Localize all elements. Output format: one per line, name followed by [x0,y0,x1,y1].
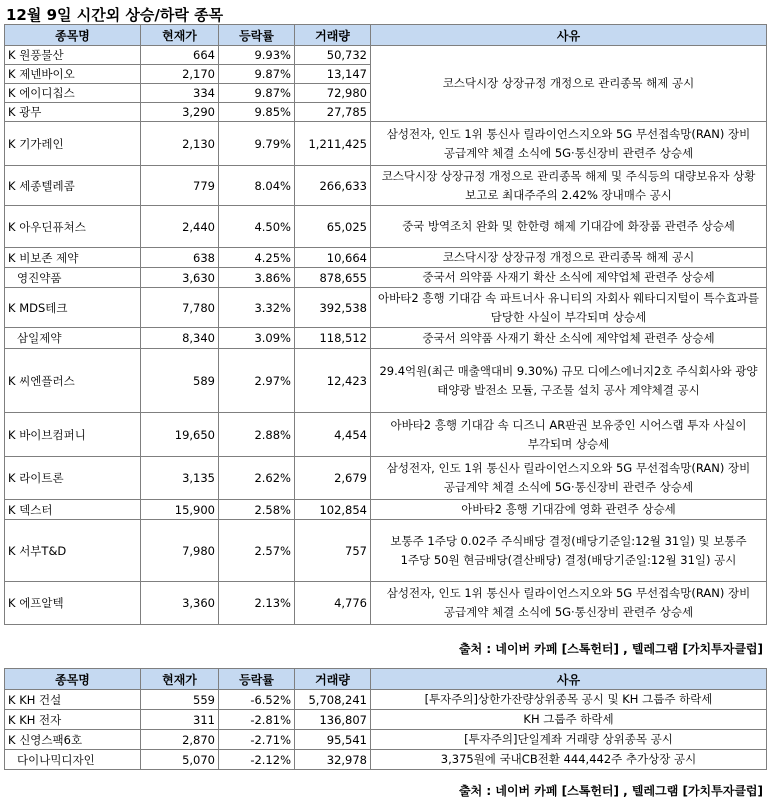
stock-volume: 4,776 [295,582,371,625]
stock-volume: 10,664 [295,248,371,268]
stock-name: K 광무 [5,103,141,122]
stock-change: 2.62% [219,457,295,500]
stock-reason: 아바타2 흥행 기대감에 영화 관련주 상승세 [371,500,767,520]
stock-change: -6.52% [219,690,295,710]
stock-reason: 아바타2 흥행 기대감 속 파트너사 유니티의 자회사 웨타디지털이 특수효과를 담당한 사실이 부각되며 상승세 [371,288,767,328]
stock-price: 8,340 [141,328,219,349]
stock-volume: 65,025 [295,206,371,248]
stock-name: K 아우딘퓨쳐스 [5,206,141,248]
page-title: 12월 9일 시간외 상승/하락 종목 [6,6,224,24]
stock-name: K 에프알텍 [5,582,141,625]
stock-reason: 코스닥시장 상장규정 개정으로 관리종목 해제 및 주식등의 대량보유자 상황 보고로 최대주주의 2.42% 장내매수 공시 [371,166,767,206]
stock-reason: KH 그룹주 하락세 [371,710,767,730]
table-row [5,46,767,65]
stock-price: 779 [141,166,219,206]
stock-name: 다이나믹디자인 [5,750,141,770]
stock-change: -2.71% [219,730,295,750]
stock-name: K 에이디칩스 [5,84,141,103]
stock-reason: [투자주의]단일계좌 거래량 상위종목 공시 [371,730,767,750]
header-price: 현재가 [141,25,219,46]
losers-table [4,668,767,770]
stock-price: 334 [141,84,219,103]
header-reason: 사유 [371,669,767,690]
stock-volume: 32,978 [295,750,371,770]
stock-price: 664 [141,46,219,65]
stock-name: K MDS테크 [5,288,141,328]
header-reason: 사유 [371,25,767,46]
stock-volume: 95,541 [295,730,371,750]
table-row [5,248,767,268]
stock-name: K 비보존 제약 [5,248,141,268]
stock-change: 9.79% [219,122,295,166]
table-row [5,413,767,457]
header-change: 등락률 [219,25,295,46]
stock-name: K 세종텔레콤 [5,166,141,206]
stock-volume: 757 [295,520,371,582]
header-volume: 거래량 [295,25,371,46]
stock-volume: 878,655 [295,268,371,288]
stock-reason: 코스닥시장 상장규정 개정으로 관리종목 해제 공시 [371,248,767,268]
stock-volume: 27,785 [295,103,371,122]
stock-volume: 72,980 [295,84,371,103]
stock-volume: 392,538 [295,288,371,328]
stock-volume: 118,512 [295,328,371,349]
stock-volume: 102,854 [295,500,371,520]
stock-reason: 중국 방역조치 완화 및 한한령 해제 기대감에 화장품 관련주 상승세 [371,206,767,248]
stock-price: 311 [141,710,219,730]
stock-volume: 13,147 [295,65,371,84]
stock-price: 2,170 [141,65,219,84]
stock-reason: 중국서 의약품 사재기 확산 소식에 제약업체 관련주 상승세 [371,268,767,288]
stock-price: 2,130 [141,122,219,166]
stock-price: 589 [141,349,219,413]
stock-price: 559 [141,690,219,710]
stock-reason: 3,375원에 국내CB전환 444,442주 추가상장 공시 [371,750,767,770]
stock-name: K 씨엔플러스 [5,349,141,413]
stock-price: 15,900 [141,500,219,520]
stock-change: 3.86% [219,268,295,288]
stock-volume: 50,732 [295,46,371,65]
stock-price: 638 [141,248,219,268]
stock-reason: 삼성전자, 인도 1위 통신사 릴라이언스지오와 5G 무선접속망(RAN) 장비 공급계약 체결 소식에 5G·통신장비 관련주 상승세 [371,582,767,625]
stock-change: 8.04% [219,166,295,206]
stock-reason: [투자주의]상한가잔량상위종목 공시 및 KH 그룹주 하락세 [371,690,767,710]
gainers-source-note: 출처 : 네이버 카페 [스톡헌터] , 텔레그램 [가치투자클럽] [459,642,763,656]
table-row [5,710,767,730]
table-row [5,582,767,625]
stock-name: K 제넨바이오 [5,65,141,84]
stock-price: 3,135 [141,457,219,500]
stock-name: K 기가레인 [5,122,141,166]
stock-price: 7,980 [141,520,219,582]
stock-volume: 4,454 [295,413,371,457]
stock-price: 5,070 [141,750,219,770]
stock-name: K 바이브컴퍼니 [5,413,141,457]
stock-change: 2.97% [219,349,295,413]
stock-name: K 신영스팩6호 [5,730,141,750]
stock-reason: 중국서 의약품 사재기 확산 소식에 제약업체 관련주 상승세 [371,328,767,349]
stock-name: K KH 건설 [5,690,141,710]
stock-change: 4.50% [219,206,295,248]
gainers-header-row [5,25,767,46]
table-row [5,206,767,248]
table-row [5,690,767,710]
stock-name: 영진약품 [5,268,141,288]
stock-reason: 29.4억원(최근 매출액대비 9.30%) 규모 디에스에너지2호 주식회사와 광양 태양광 발전소 모듈, 구조물 설치 공사 계약체결 공시 [371,349,767,413]
stock-name: 삼일제약 [5,328,141,349]
table-row [5,288,767,328]
stock-reason: 코스닥시장 상장규정 개정으로 관리종목 해제 공시 [371,46,767,122]
stock-reason: 삼성전자, 인도 1위 통신사 릴라이언스지오와 5G 무선접속망(RAN) 장비 공급계약 체결 소식에 5G·통신장비 관련주 상승세 [371,457,767,500]
table-row [5,349,767,413]
stock-price: 2,870 [141,730,219,750]
stock-change: -2.81% [219,710,295,730]
header-name: 종목명 [5,669,141,690]
stock-volume: 136,807 [295,710,371,730]
table-row [5,457,767,500]
stock-change: 2.58% [219,500,295,520]
stock-change: 9.87% [219,65,295,84]
stock-name: K KH 전자 [5,710,141,730]
table-row [5,520,767,582]
stock-price: 7,780 [141,288,219,328]
header-change: 등락률 [219,669,295,690]
table-row [5,500,767,520]
stock-volume: 266,633 [295,166,371,206]
table-row [5,328,767,349]
stock-name: K 원풍물산 [5,46,141,65]
stock-volume: 2,679 [295,457,371,500]
stock-volume: 1,211,425 [295,122,371,166]
stock-price: 19,650 [141,413,219,457]
stock-price: 2,440 [141,206,219,248]
stock-change: 3.32% [219,288,295,328]
stock-change: 9.87% [219,84,295,103]
stock-volume: 5,708,241 [295,690,371,710]
header-price: 현재가 [141,669,219,690]
stock-name: K 서부T&D [5,520,141,582]
header-volume: 거래량 [295,669,371,690]
stock-change: 4.25% [219,248,295,268]
stock-change: -2.12% [219,750,295,770]
table-row [5,166,767,206]
stock-reason: 아바타2 흥행 기대감 속 디즈니 AR판권 보유중인 시어스랩 투자 사실이 부각되며 상승세 [371,413,767,457]
stock-name: K 라이트론 [5,457,141,500]
table-row [5,268,767,288]
table-row [5,730,767,750]
table-row [5,122,767,166]
stock-change: 9.93% [219,46,295,65]
stock-price: 3,360 [141,582,219,625]
stock-price: 3,630 [141,268,219,288]
losers-header-row [5,669,767,690]
losers-source-note: 출처 : 네이버 카페 [스톡헌터] , 텔레그램 [가치투자클럽] [459,784,763,798]
gainers-table [4,24,767,625]
table-row [5,750,767,770]
stock-change: 3.09% [219,328,295,349]
stock-change: 2.13% [219,582,295,625]
stock-volume: 12,423 [295,349,371,413]
stock-change: 9.85% [219,103,295,122]
stock-name: K 덱스터 [5,500,141,520]
stock-reason: 보통주 1주당 0.02주 주식배당 결정(배당기준일:12월 31일) 및 보통주 1주당 50원 현금배당(결산배당) 결정(배당기준일:12월 31일) 공시 [371,520,767,582]
stock-change: 2.57% [219,520,295,582]
stock-price: 3,290 [141,103,219,122]
stock-change: 2.88% [219,413,295,457]
header-name: 종목명 [5,25,141,46]
stock-reason: 삼성전자, 인도 1위 통신사 릴라이언스지오와 5G 무선접속망(RAN) 장비 공급계약 체결 소식에 5G·통신장비 관련주 상승세 [371,122,767,166]
